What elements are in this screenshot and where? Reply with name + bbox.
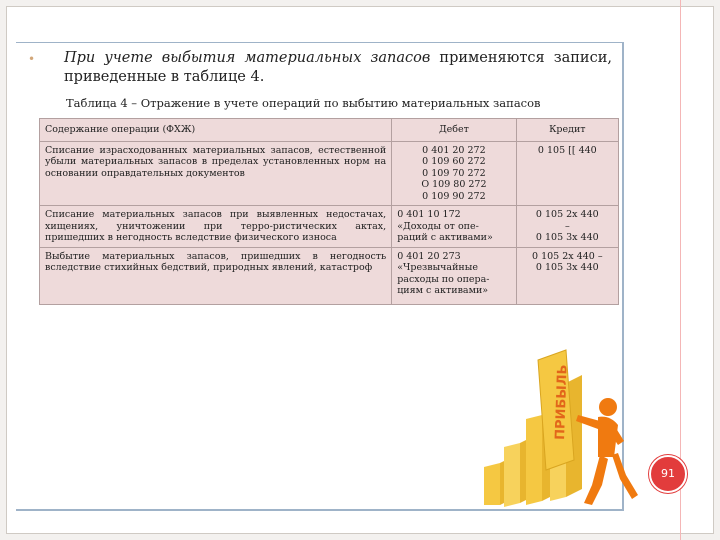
debit-line: расходы по опера- [397, 273, 490, 285]
debit-line: О 109 80 272 [421, 179, 487, 190]
row-debit [392, 247, 516, 304]
row-content: Списание материальных запасов при выявленных недостачах, хищениях, уничтожении при терро-ристических актах, пришедших в негодность вследствие физического износа [40, 206, 392, 248]
credit-line: 0 105 2х 440 – [532, 250, 603, 262]
row-debit [392, 141, 516, 206]
table-row [40, 206, 619, 248]
credit-line: 0 105 [[ 440 [537, 144, 597, 156]
table-row [40, 141, 619, 206]
figure-icon [576, 398, 638, 505]
debit-line: раций с активами» [397, 232, 493, 243]
profit-graphic [480, 345, 670, 520]
debit-line: «Доходы от опе- [397, 220, 479, 232]
row-content: Выбытие материальных запасов, пришедших в негодность вследствие стихийных бедствий, природных явлений, катастроф [40, 247, 392, 304]
debit-line: 0 109 60 272 [422, 156, 486, 167]
row-content: Списание израсходованных материальных запасов, естественной убыли материальных запасов в пределах установленных норм на основании оправдательных документов [40, 141, 392, 206]
debit-line: 0 401 20 273 [397, 250, 461, 262]
operations-table [39, 118, 619, 305]
sign-label: ПРИБЫЛЬ [553, 364, 571, 441]
debit-line: «Чрезвычайные [397, 262, 478, 273]
intro-paragraph [64, 49, 612, 87]
debit-line: 0 401 10 172 [397, 209, 461, 220]
debit-line: 0 401 20 272 [422, 144, 486, 156]
debit-line: циям с активами» [397, 285, 489, 296]
credit-line: 0 105 3х 440 [535, 262, 599, 273]
debit-line: 0 109 90 272 [422, 190, 486, 202]
credit-line: 0 105 2х 440 [535, 209, 599, 220]
table-header-row [40, 119, 619, 142]
table-row [40, 247, 619, 304]
row-debit [392, 206, 516, 248]
credit-line: 0 105 3х 440 [535, 232, 599, 243]
header-content: Содержание операции (ФХЖ) [40, 119, 392, 142]
intro-normal-text: применяются записи, приведенные в таблице 4. [64, 50, 612, 85]
row-credit [516, 141, 618, 206]
header-credit: Кредит [516, 119, 618, 142]
table-caption: Таблица 4 – Отражение в учете операций по выбытию материальных запасов [66, 96, 541, 110]
debit-line: 0 109 70 272 [422, 167, 486, 179]
row-credit [516, 247, 618, 304]
intro-italic-text: При учете выбытия материальных запасов [64, 50, 431, 66]
credit-line: – [564, 220, 570, 232]
header-debit: Дебет [392, 119, 516, 142]
page-number-badge: 91 [649, 455, 687, 493]
row-credit [516, 206, 618, 248]
bullet-marker: • [28, 52, 36, 66]
